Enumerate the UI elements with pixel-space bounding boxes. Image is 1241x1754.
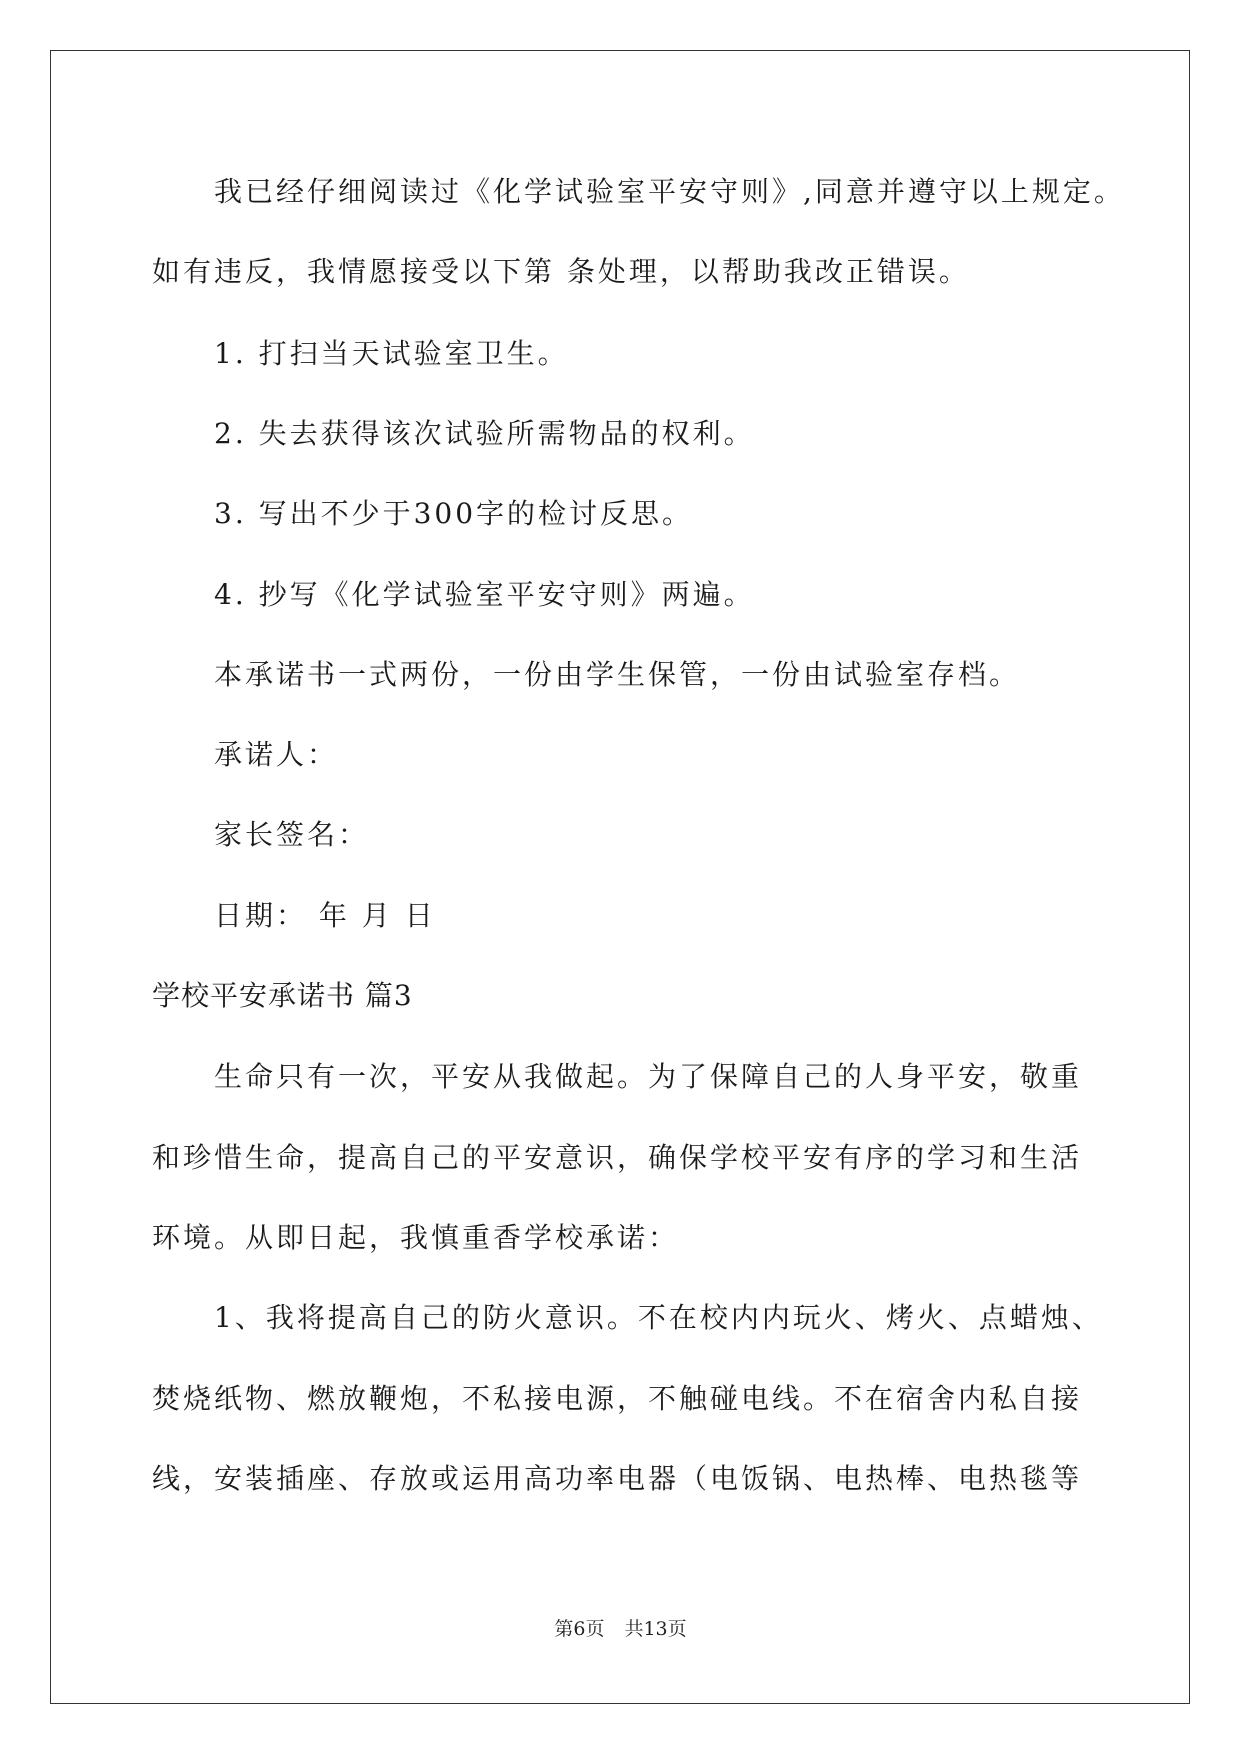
body-line-1: 生命只有一次，平安从我做起。为了保障自己的人身平安，敬重 [214, 1060, 1083, 1093]
section-heading: 学校平安承诺书 篇3 [152, 979, 413, 1012]
body-line-6: 线，安装插座、存放或运用高功率电器（电饭锅、电热棒、电热毯等 [152, 1462, 1083, 1495]
page-footer [0, 1617, 1241, 1641]
date-line: 日期： 年 月 日 [214, 899, 436, 932]
page-total: 共13页 [624, 1618, 687, 1640]
list-item-1: 1. 打扫当天试验室卫生。 [214, 337, 569, 370]
list-item-4: 4. 抄写《化学试验室平安守则》两遍。 [214, 578, 755, 611]
signature-promisor: 承诺人： [214, 738, 339, 771]
paragraph-agreement: 我已经仔细阅读过《化学试验室平安守则》,同意并遵守以上规定。 [214, 175, 1125, 208]
signature-parent: 家长签名： [214, 818, 370, 851]
paragraph-violation: 如有违反，我情愿接受以下第 条处理，以帮助我改正错误。 [152, 255, 970, 288]
page-border [50, 50, 1190, 1704]
body-line-3: 环境。从即日起，我慎重香学校承诺： [152, 1221, 680, 1254]
paragraph-copies: 本承诺书一式两份，一份由学生保管，一份由试验室存档。 [214, 658, 1021, 691]
body-line-2: 和珍惜生命，提高自己的平安意识，确保学校平安有序的学习和生活 [152, 1141, 1083, 1174]
list-item-3: 3. 写出不少于300字的检讨反思。 [214, 497, 694, 530]
body-line-5: 焚烧纸物、燃放鞭炮，不私接电源，不触碰电线。不在宿舍内私自接 [152, 1382, 1083, 1415]
page-number: 第6页 [554, 1618, 605, 1640]
body-line-4: 1、我将提高自己的防火意识。不在校内内玩火、烤火、点蜡烛、 [214, 1301, 1103, 1334]
list-item-2: 2. 失去获得该次试验所需物品的权利。 [214, 417, 755, 450]
